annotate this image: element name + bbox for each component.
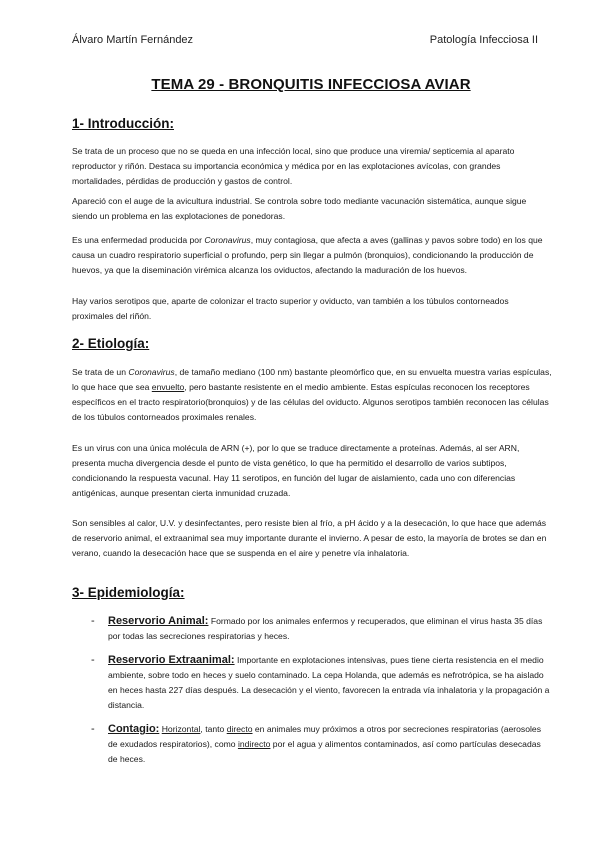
intro-paragraph-3 bbox=[72, 233, 552, 278]
list-term: Reservorio Animal: bbox=[108, 615, 209, 627]
intro-paragraph-4 bbox=[72, 294, 552, 324]
paragraph-text: Se trata de un bbox=[72, 367, 129, 377]
epidemiology-list bbox=[72, 614, 552, 767]
paragraph-text: , de tamaño mediano (100 nm) bastante pleomórfico que, en su envuelta muestra varias espículas, lo que hace que sea bbox=[72, 367, 552, 392]
dash-bullet: - bbox=[91, 615, 95, 627]
section-etiologia bbox=[72, 336, 552, 351]
paragraph-text: , muy contagiosa, que afecta a aves (gallinas y pavos sobre todo) en los que causa un cuadro respiratorio superficial o profundo, perp sin llegar a pulmón (bronquios), condicionando la producción de huevos, ya que la diseminación virémica alcanza los oviductos, afectando la maduración de los huevos. bbox=[72, 235, 543, 275]
paragraph-text: Hay varios serotipos que, aparte de colonizar el tracto superior y oviducto, van también a los túbulos contorneados proximales del riñón. bbox=[72, 296, 509, 321]
list-text: Importante en explotaciones intensivas, pues tiene cierta resistencia en el medio ambiente, sobre todo en heces y suelo contaminado. La cepa Holanda, que además es nefrotrópica, se ha aislado en heces hasta 227 días después. La desecación y el viento, favorecen la entrada vía inhalatoria y la propagación a distancia. bbox=[108, 655, 550, 710]
dash-bullet: - bbox=[91, 723, 95, 735]
list-text: Formado por los animales enfermos y recuperados, que eliminan el virus hasta 35 días por todas las secreciones respiratorias y heces. bbox=[108, 616, 543, 641]
underlined-term: indirecto bbox=[237, 739, 271, 749]
dash-bullet: - bbox=[91, 654, 95, 666]
document-title: TEMA 29 - BRONQUITIS INFECCIOSA AVIAR bbox=[151, 76, 471, 93]
paragraph-text: Apareció con el auge de la avicultura industrial. Se controla sobre todo mediante vacunación sistemática, aunque sigue siendo un problema en las explotaciones de ponedoras. bbox=[72, 196, 527, 221]
paragraph-text: Se trata de un proceso que no se queda en una infección local, sino que produce una viremia/ septicemia al aparato reproductor y riñón. Destaca su importancia económica y médica por en las explotaciones avícolas, con grandes mortalidades, pérdidas de producción y gastos de control. bbox=[72, 146, 515, 186]
section-epidemiologia bbox=[72, 585, 552, 600]
list-text: en animales muy próximos a otros por secreciones respiratorias (aerosoles de exudados respiratorios), como bbox=[108, 724, 541, 749]
paragraph-text: Es una enfermedad producida por bbox=[72, 235, 205, 245]
section-heading: 2- Etiología: bbox=[72, 336, 150, 351]
list-item bbox=[72, 722, 552, 767]
list-item bbox=[72, 614, 552, 644]
list-text: , tanto bbox=[200, 724, 227, 734]
underlined-term: Horizontal bbox=[161, 724, 201, 734]
section-heading: 1- Introducción: bbox=[72, 116, 174, 131]
etio-paragraph-3 bbox=[72, 516, 552, 561]
section-introduccion bbox=[72, 116, 552, 131]
virus-name: Coronavirus bbox=[204, 235, 251, 245]
etio-paragraph-1 bbox=[72, 365, 552, 425]
paragraph-text: Son sensibles al calor, U.V. y desinfectantes, pero resiste bien al frío, a pH ácido y a la desecación, lo que hace que además de reservorio animal, el extraanimal sea muy importante durante el invierno. A pesar de esto, la mayoría de brotes se dan en verano, cuando la desecación hace que se suspenda en el aire y penetre vía inhalatoria. bbox=[72, 518, 547, 558]
list-item bbox=[72, 653, 552, 713]
list-term: Reservorio Extraanimal: bbox=[108, 654, 235, 666]
list-term: Contagio: bbox=[108, 723, 160, 735]
paragraph-text: Es un virus con una única molécula de ARN (+), por lo que se traduce directamente a proteínas. Además, al ser ARN, presenta mucha divergencia desde el punto de vista genético, lo que ha permitido el desarrollo de varios subtipos, condicionando la respuesta vacunal. Hay 11 serotipos, en función del lugar de aislamiento, cada uno con diferencias antigénicas, aunque presentan cierta inmunidad cruzada. bbox=[72, 443, 520, 498]
intro-paragraph-2 bbox=[72, 194, 552, 224]
virus-name: Coronavirus bbox=[128, 367, 175, 377]
underlined-term: envuelto bbox=[151, 382, 185, 392]
paragraph-text: , pero bastante resistente en el medio ambiente. Estas espículas reconocen los receptores específicos en el tracto respiratorio(bronquios) y de las células del oviducto. Algunos serotipos también reconocen las células de los túbulos contorneados proximales renales. bbox=[72, 382, 549, 422]
list-text: por el agua y alimentos contaminados, así como partículas desecadas de heces. bbox=[108, 739, 541, 764]
header-subject: Patología Infecciosa II bbox=[429, 34, 538, 46]
underlined-term: directo bbox=[226, 724, 253, 734]
header-author: Álvaro Martín Fernández bbox=[72, 34, 194, 46]
section-heading: 3- Epidemiología: bbox=[72, 585, 185, 600]
etio-paragraph-2 bbox=[72, 441, 552, 501]
intro-paragraph-1 bbox=[72, 144, 552, 189]
